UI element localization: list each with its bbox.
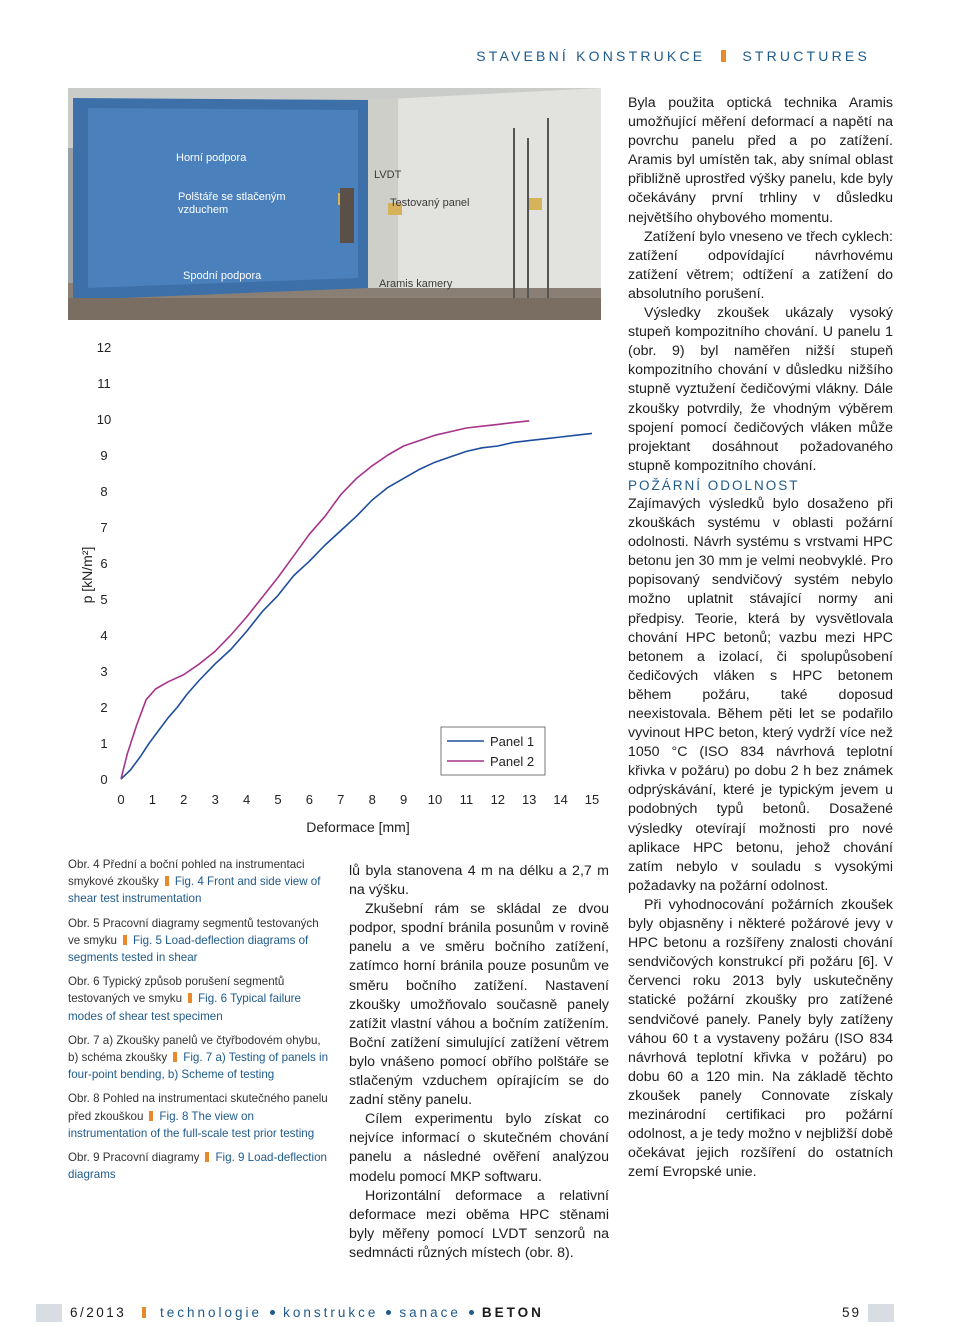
label-lvdt: LVDT — [374, 169, 402, 181]
body-column-right — [628, 94, 893, 1182]
footer-grey-block-right — [868, 1304, 894, 1322]
y-tick-label: 2 — [100, 700, 108, 715]
figure-captions — [68, 856, 330, 1190]
x-tick-label: 2 — [180, 792, 188, 807]
header-section-en: STRUCTURES — [742, 48, 870, 64]
x-tick-label: 4 — [242, 792, 251, 807]
label-spodni-podpora: Spodní podpora — [183, 270, 262, 282]
legend-label-panel-1: Panel 1 — [490, 734, 535, 749]
test-photo-image — [68, 88, 601, 320]
y-tick-label: 7 — [100, 520, 108, 535]
paragraph: Výsledky zkoušek ukázaly vysoký stupeň kompozitního chování. U panelu 1 (obr. 9) byl naměřen nižší stupeň kompozitního chování v důsledku nižšího stupně vyztužení čedičovými vlákny. Dále zkoušky potvrdily, že vhodným výběrem spojení pomocí čedičových vláken může projektant dosáhnout požadovaného stupně kompozitního chování. — [628, 305, 893, 474]
footer-issue: 6/2013 — [70, 1305, 127, 1320]
paragraph: Horizontální deformace a relativní deformace mezi oběma HPC stěnami byly měřeny pomocí LVDT senzorů na sedmnácti různých místech (obr. 8). — [349, 1187, 609, 1261]
page-footer — [0, 1300, 960, 1326]
y-tick-label: 12 — [96, 340, 112, 355]
y-tick-label: 10 — [96, 412, 112, 427]
label-testovany-panel: Testovaný panel — [390, 197, 470, 209]
caption-fig-4: Obr. 4 Přední a boční pohled na instrumentaci smykové zkoušky Fig. 4 Front and side view of shear test instrumentation — [68, 858, 321, 906]
load-deflection-chart — [0, 320, 620, 840]
x-axis-label: Deformace [mm] — [306, 819, 410, 835]
series-lines — [121, 421, 592, 779]
footer-grey-block-left — [36, 1304, 62, 1322]
x-tick-label: 3 — [211, 792, 219, 807]
x-tick-label: 9 — [399, 792, 408, 807]
header-separator — [721, 50, 726, 62]
paragraph: Při vyhodnocování požárních zkoušek byly objasněny i některé požárové jevy v HPC betonu a rozšířeny znalosti chování sendvičových konstrukcí při požáru [6]. V červenci roku 2013 byly uskutečněny statické požární zkoušky pro zatížené sendvičové panely. Panely byly zatíženy váhou 60 t a vystaveny požáru (ISO 834 návrhová teplotní křivka v požáru) po dobu 60 a 120 min. Na základě těchto zkoušek panely Connovate získaly mezinárodní certifikaci pro požární odolnost, a je tedy možno v nejbližší době očekávat jejich rozšíření do ostatních zemí Evropské unie. — [628, 896, 893, 1181]
y-tick-label: 6 — [100, 556, 108, 571]
caption-fig-7: Obr. 7 a) Zkoušky panelů ve čtyřbodovém ohybu, b) schéma zkoušky Fig. 7 a) Testing of panels in four-point bending, b) Scheme of testing — [68, 1033, 329, 1082]
label-polstare-1: Polštáře se stlačeným — [178, 191, 286, 203]
x-tick-label: 13 — [521, 792, 537, 807]
page-number: 59 — [842, 1305, 862, 1320]
y-tick-label: 5 — [100, 592, 108, 607]
body-column-middle — [349, 862, 609, 1263]
caption-fig-5: Obr. 5 Pracovní diagramy segmentů testovaných ve smyku Fig. 5 Load-deflection diagrams of segments tested in shear — [68, 916, 319, 965]
label-aramis: Aramis kamery — [379, 278, 453, 290]
y-tick-label: 3 — [100, 664, 108, 679]
y-tick-label: 4 — [100, 628, 108, 643]
test-photo — [68, 88, 601, 320]
x-tick-label: 6 — [305, 792, 314, 807]
x-tick-label: 15 — [584, 792, 600, 807]
y-tick-label: 0 — [100, 772, 108, 787]
footer-magazine-title: technologie konstrukce sanace BETON — [142, 1305, 544, 1320]
paragraph: lů byla stanovena 4 m na délku a 2,7 m na výšku. — [349, 863, 609, 899]
caption-fig-8: Obr. 8 Pohled na instrumentaci skutečného panelu před zkouškou Fig. 8 The view on instrumentation of the full-scale test prior testing — [68, 1092, 328, 1140]
x-tick-label: 8 — [368, 792, 376, 807]
y-tick-labels — [97, 340, 111, 787]
x-tick-labels — [117, 792, 599, 807]
x-tick-label: 7 — [337, 792, 345, 807]
x-tick-label: 5 — [274, 792, 282, 807]
y-axis-label: p [kN/m²] — [79, 546, 95, 604]
caption-fig-9: Obr. 9 Pracovní diagramy Fig. 9 Load-deflection diagrams — [68, 1151, 327, 1182]
x-tick-label: 11 — [459, 792, 474, 807]
y-tick-label: 1 — [100, 736, 108, 751]
y-tick-label: 8 — [100, 484, 108, 499]
paragraph: Zatížení bylo vneseno ve třech cyklech: zatížení odpovídající návrhovému zatížení větrem; odtížení a zatížení do absolutního porušení. — [628, 228, 893, 302]
running-header — [0, 48, 870, 64]
legend — [441, 727, 545, 775]
caption-fig-6: Obr. 6 Typický způsob porušení segmentů testovaných ve smyku Fig. 6 Typical failure modes of shear test specimen — [68, 975, 301, 1023]
paragraph: Byla použita optická technika Aramis umožňující měření deformací a napětí na povrchu panelu před a po zatížení. Aramis byl umístěn tak, aby snímal oblast přibližně uprostřed výšky panelu, kde byly očekávány první trhliny v důsledku největšího ohybového momentu. — [628, 95, 893, 226]
header-section-cz: STAVEBNÍ KONSTRUKCE — [476, 48, 706, 64]
y-tick-label: 9 — [100, 448, 108, 463]
x-tick-label: 1 — [148, 792, 157, 807]
legend-label-panel-2: Panel 2 — [490, 754, 535, 769]
paragraph: Zkušební rám se skládal ze dvou podpor, spodní bránila posunům v rovině panelu a ve směru bočního zatížení, zatímco horní bránila pouze posunům ve směru bočního zatížení. Nastavení zkoušky umožňovalo současně panely zatížit vlastní váhou a bočním zatížením. Boční zatížení simulující zatížení větrem bylo vnášeno pomocí obřího polštáře se stlačeným vzduchem opírajícím se do zadní stěny panelu. — [349, 901, 609, 1109]
section-heading: POŽÁRNÍ ODOLNOST — [628, 477, 800, 493]
label-polstare-2: vzduchem — [178, 204, 229, 216]
paragraph: Cílem experimentu bylo získat co nejvíce informací o skutečném chování panelu a následné ověření analýzou modelu pomocí MKP softwaru. — [349, 1111, 609, 1185]
paragraph: Zajímavých výsledků bylo dosaženo při zkouškách systému v oblasti požární odolnosti. Návrh systému s vrstvami HPC betonu jen 30 mm je velmi neobvyklé. Pro popisovaný sendvičový systém nebylo možno uplatnit stávající normy ani předpisy. Teorie, která by vysvětlovala chování HPC betonů; vazbu mezi HPC betonem a izolací, či spolupůsobení čedičových vláken s HPC betonem během požáru, také doposud neexistovala. Během pěti let se podařilo vyvinout HPC beton, který vydrží více než 1050 °C (ISO 834 návrhová teplotní křivka v požáru) po dobu 2 h bez známek odprýskávání, které je typickým jevem u podobných typů betonů. Dosažené výsledky otevírají možnosti pro nové aplikace HPC betonu, jehož chování zatím nebylo v souladu s vysokými požadavky na požární odolnost. — [628, 495, 893, 894]
x-tick-label: 10 — [427, 792, 443, 807]
label-horni-podpora: Horní podpora — [176, 152, 247, 164]
y-tick-label: 11 — [97, 376, 111, 391]
x-tick-label: 14 — [553, 792, 568, 807]
x-tick-label: 12 — [490, 792, 506, 807]
series-line-panel-2 — [121, 421, 529, 779]
x-tick-label: 0 — [117, 792, 125, 807]
